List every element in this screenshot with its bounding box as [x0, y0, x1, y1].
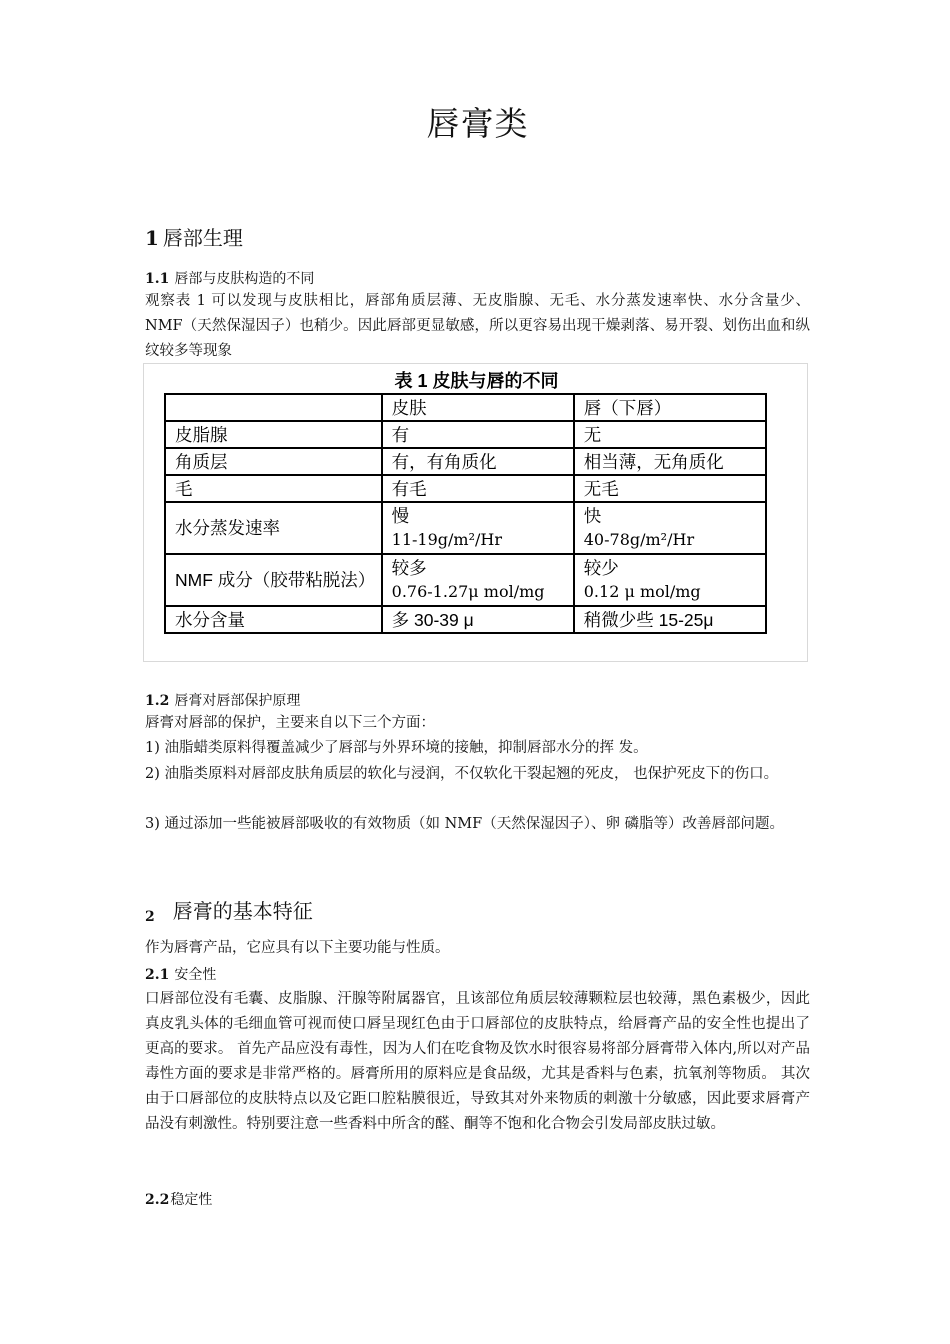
list-item: 1) 油脂蜡类原料得覆盖减少了唇部与外界环境的接触，抑制唇部水分的挥 发。 [145, 740, 648, 756]
table-row [165, 554, 766, 606]
subsection-number: 2.2 [145, 1192, 170, 1208]
document-title: 唇膏类 [426, 104, 529, 143]
table-cell-label: 水分蒸发速率 [165, 502, 382, 554]
table-cell-label: 皮脂腺 [165, 421, 382, 448]
table-cell: 多 30-39 μ [382, 606, 574, 633]
table-cell-line: 0.76-1.27μ mol/mg [391, 582, 545, 601]
table-cell: 无毛 [574, 475, 766, 502]
section-1-heading [145, 222, 243, 251]
table-cell: 有 [382, 421, 574, 448]
table-cell-label: NMF 成分（胶带粘脱法） [165, 554, 382, 606]
subsection-number: 1.2 [145, 693, 170, 709]
table-cell: 有，有角质化 [382, 448, 574, 475]
table-header-cell: 唇（下唇） [574, 394, 766, 421]
table-caption: 表 1 皮肤与唇的不同 [394, 371, 559, 391]
table-cell [574, 554, 766, 606]
table-cell [382, 554, 574, 606]
table-header-cell: 皮肤 [382, 394, 574, 421]
list-item: 3) 通过添加一些能被唇部吸收的有效物质（如 NMF（天然保湿因子）、卵 磷脂等）改善唇部问题。 [145, 816, 785, 832]
subsection-title: 安全性 [174, 967, 217, 983]
subsection-title: 唇部与皮肤构造的不同 [174, 271, 315, 287]
table-cell: 有毛 [382, 475, 574, 502]
table-cell-label: 角质层 [165, 448, 382, 475]
table-cell-line: 较多 [391, 558, 427, 578]
table-header-cell [165, 394, 382, 421]
table-cell-label: 毛 [165, 475, 382, 502]
table-row [165, 502, 766, 554]
list-item: 2) 油脂类原料对唇部皮肤角质层的软化与浸润，不仅软化干裂起翘的死皮， 也保护死皮下的伤口。 [145, 766, 779, 782]
paragraph-2-1: 口唇部位没有毛囊、皮脂腺、汗腺等附属器官，且该部位角质层较薄颗粒层也较薄，黑色素极少，因此真皮乳头体的毛细血管可视而使口唇呈现红色由于口唇部位的皮肤特点，给唇膏产品的安全性也提出了更高的要求。 首先产品应没有毒性，因为人们在吃食物及饮水时很容易将部分唇膏带入体内,所以对产品毒性方面的要求是非常严格的。唇膏所用的原料应是食品级，尤其是香料与色素，抗氧剂等物质。 其次由于口唇部位的皮肤特点以及它距口腔粘膜很近，导致其对外来物质的刺激十分敏感，因此要求唇膏产品没有刺激性。特别要注意一些香料中所含的醛、酮等不饱和化合物会引发局部皮肤过敏。 [145, 991, 810, 1132]
subsection-2-1-heading [145, 964, 216, 984]
table-cell: 无 [574, 421, 766, 448]
section-title: 唇膏的基本特征 [172, 899, 313, 923]
comparison-table [164, 393, 767, 634]
table-figure [143, 363, 808, 662]
table-cell-line: 40-78g/m²/Hr [583, 530, 695, 549]
table-cell-line: 快 [583, 506, 602, 526]
table-cell [382, 502, 574, 554]
table-cell: 稍微少些 15-25μ [574, 606, 766, 633]
section-number: 2 [145, 909, 155, 925]
paragraph-1-2-intro: 唇膏对唇部的保护，主要来自以下三个方面： [145, 715, 435, 731]
subsection-1-2-heading [145, 690, 300, 710]
table-cell: 相当薄，无角质化 [574, 448, 766, 475]
table-cell-line: 0.12 μ mol/mg [583, 582, 701, 601]
table-row [165, 475, 766, 502]
table-cell-label: 水分含量 [165, 606, 382, 633]
table-cell [574, 502, 766, 554]
table-cell-line: 11-19g/m²/Hr [391, 530, 502, 549]
subsection-number: 2.1 [145, 967, 170, 983]
subsection-title: 稳定性 [170, 1192, 213, 1208]
section-title: 唇部生理 [162, 226, 243, 250]
subsection-1-1-heading [145, 268, 314, 288]
table-row [165, 448, 766, 475]
table-header-row [165, 394, 766, 421]
section-number: 1 [145, 226, 159, 250]
section-2-heading [145, 895, 313, 924]
paragraph-2-intro: 作为唇膏产品，它应具有以下主要功能与性质。 [145, 940, 450, 956]
table-row [165, 606, 766, 633]
subsection-number: 1.1 [145, 271, 170, 287]
subsection-2-2-heading [145, 1189, 212, 1209]
table-cell-line: 较少 [583, 558, 619, 578]
table-cell-line: 慢 [391, 506, 410, 526]
table-row [165, 421, 766, 448]
paragraph-1-1: 观察表 1 可以发现与皮肤相比，唇部角质层薄、无皮脂腺、无毛、水分蒸发速率快、水分含量少、NMF（天然保湿因子）也稍少。因此唇部更显敏感，所以更容易出现干燥剥落、易开裂、划伤出血和纵纹较多等现象 [145, 293, 810, 359]
subsection-title: 唇膏对唇部保护原理 [174, 693, 301, 709]
